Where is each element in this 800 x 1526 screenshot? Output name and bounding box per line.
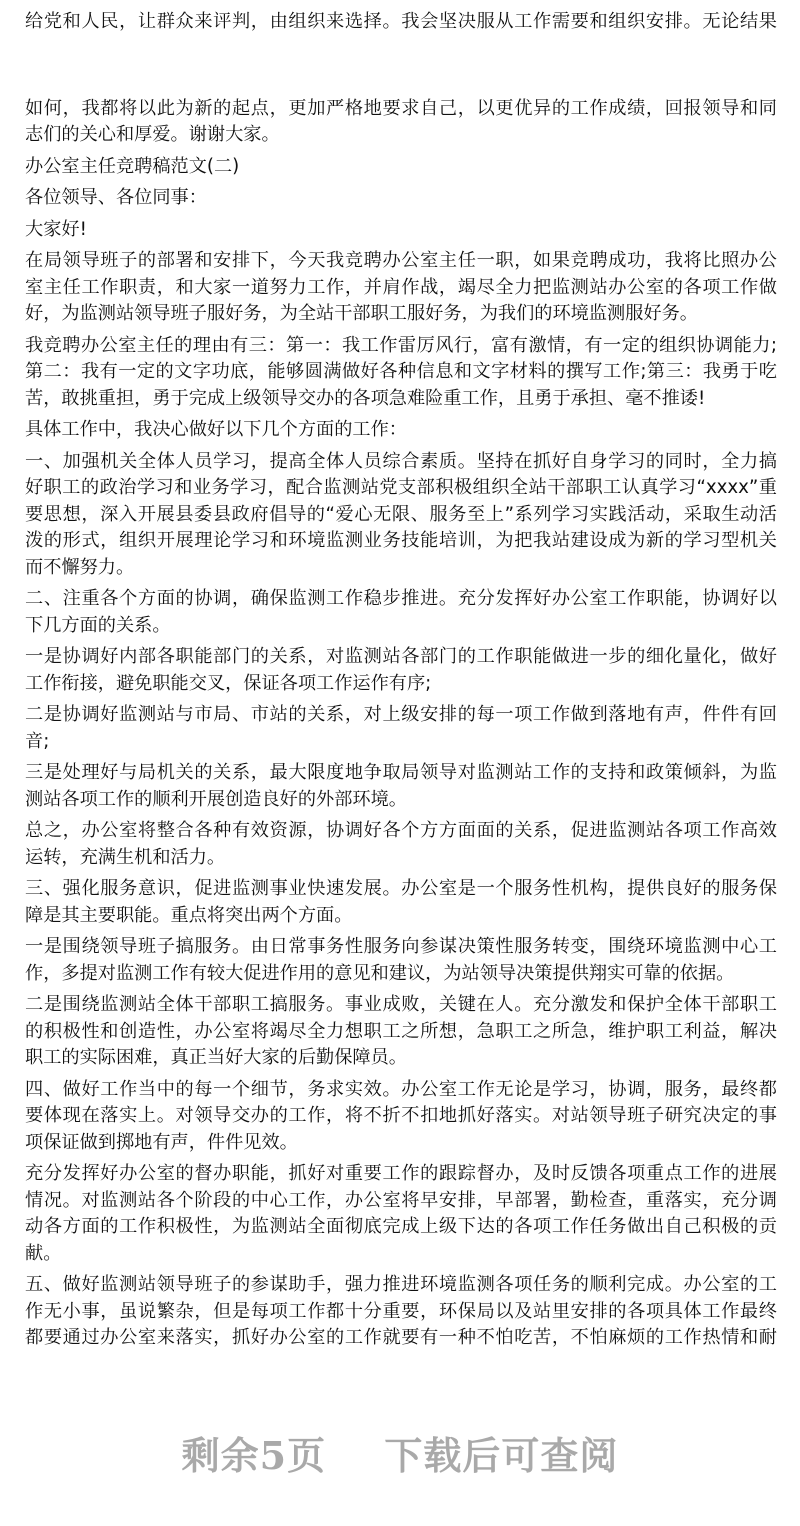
text-line: 而不懈努力。 — [25, 556, 135, 578]
paragraph — [25, 1161, 777, 1267]
text-line: 苦，敢挑重担，勇于完成上级领导交办的各项急难险重工作，且勇于承担、毫不推诿! — [25, 387, 706, 409]
text-line: 要思想，深入开展县委县政府倡导的“爱心无限、服务至上”系列学习实践活动，采取生动活 — [25, 503, 777, 525]
paragraph — [25, 818, 777, 871]
text-line: 一是协调好内部各职能部门的关系，对监测站各部门的工作职能做进一步的细化量化，做好 — [25, 646, 777, 667]
text-line: 工作衔接，避免职能交叉，保证各项工作运作有序; — [25, 672, 432, 694]
text-line: 一、加强机关全体人员学习，提高全体人员综合素质。坚持在抓好自身学习的同时，全力搞 — [25, 450, 777, 472]
text-line: 好，为监测站领导班子服好务，为全站干部职工服好务，为我们的环境监测服好务。 — [25, 303, 698, 324]
text-line: 动各方面的工作积极性，为监测站全面彻底完成上级下达的各项工作任务做出自己积极的贡 — [25, 1216, 777, 1237]
text-line: 总之，办公室将整合各种有效资源，协调好各个方方面面的关系，促进监测站各项工作高效 — [25, 820, 777, 841]
text-line: 室主任工作职责，和大家一道努力工作，并肩作战，竭尽全力把监测站办公室的各项工作做 — [25, 276, 777, 298]
paragraph — [25, 333, 777, 413]
text-line: 二、注重各个方面的协调，确保监测工作稳步推进。充分发挥好办公室工作职能，协调好以 — [25, 588, 777, 609]
text-line: 三、强化服务意识，促进监测事业快速发展。办公室是一个服务性机构，提供良好的服务保 — [25, 878, 777, 899]
text-line: 各位领导、各位同事： — [25, 187, 207, 208]
text-line: 具体工作中，我决心做好以下几个方面的工作： — [25, 419, 407, 440]
text-line: 如何，我都将以此为新的起点，更加严格地要求自己，以更优异的工作成绩，回报领导和同 — [25, 97, 777, 119]
remaining-pages-label: 剩余5页 — [181, 1433, 327, 1478]
download-to-view-label[interactable]: 下载后可查阅 — [384, 1433, 619, 1478]
paragraph — [25, 417, 777, 444]
paragraph — [25, 586, 777, 639]
paragraph — [25, 96, 777, 149]
paragraph — [25, 644, 777, 697]
text-line: 障是其主要职能。重点将突出两个方面。 — [25, 904, 353, 926]
text-line: 运转，充满生机和活力。 — [25, 846, 226, 868]
text-line: 作无小事，虽说繁杂，但是每项工作都十分重要，环保局以及站里安排的各项具体工作最终 — [25, 1300, 777, 1322]
page-gap — [25, 41, 777, 96]
paragraph — [25, 217, 777, 244]
paragraph — [25, 1272, 777, 1352]
text-line: 一是围绕领导班子搞服务。由日常事务性服务向参谋决策性服务转变，围绕环境监测中心工 — [25, 936, 777, 957]
text-line: 作，多提对监测工作有较大促进作用的意见和建议，为站领导决策提供翔实可靠的依据。 — [25, 962, 735, 984]
text-line: 要体现在落实上。对领导交办的工作，将不折不扣地抓好落实。对站领导班子研究决定的事 — [25, 1105, 777, 1126]
text-line: 二是围绕监测站全体干部职工搞服务。事业成败，关键在人。充分激发和保护全体干部职工 — [25, 994, 777, 1015]
paragraph — [25, 934, 777, 987]
paragraph — [25, 876, 777, 929]
text-line: 项保证做到掷地有声，件件见效。 — [25, 1131, 298, 1153]
text-line: 第二：我有一定的文字功底，能够圆满做好各种信息和文字材料的撰写工作;第三：我勇于吃 — [25, 361, 777, 382]
paragraph — [25, 992, 777, 1072]
text-line: 都要通过办公室来落实，抓好办公室的工作就要有一种不怕吃苦，不怕麻烦的工作热情和耐 — [25, 1327, 777, 1348]
text-line: 下几方面的关系。 — [25, 614, 171, 636]
text-line: 音; — [25, 730, 50, 752]
text-line: 情况。对监测站各个阶段的中心工作，办公室将早安排，早部署，勤检查，重落实，充分调 — [25, 1189, 777, 1211]
text-line: 四、做好工作当中的每一个细节，务求实效。办公室工作无论是学习，协调，服务，最终都 — [25, 1078, 777, 1100]
paragraph — [25, 9, 777, 36]
paragraph — [25, 702, 777, 755]
text-line: 大家好! — [25, 218, 87, 240]
text-line: 好职工的政治学习和业务学习，配合监测站党支部积极组织全站干部职工认真学习“xxxx”重 — [25, 477, 777, 498]
text-line: 充分发挥好办公室的督办职能，抓好对重要工作的跟踪督办，及时反馈各项重点工作的进展 — [25, 1163, 777, 1184]
text-line: 职工的实际困难，真正当好大家的后勤保障员。 — [25, 1047, 407, 1068]
text-line: 我竞聘办公室主任的理由有三：第一：我工作雷厉风行，富有激情，有一定的组织协调能力; — [25, 334, 777, 356]
paragraph — [25, 449, 777, 582]
text-line: 二是协调好监测站与市局、市站的关系，对上级安排的每一项工作做到落地有声，件件有回 — [25, 704, 777, 725]
text-line: 在局领导班子的部署和安排下，今天我竞聘办公室主任一职，如果竞聘成功，我将比照办公 — [25, 250, 777, 271]
text-line: 办公室主任竞聘稿范文(二) — [25, 155, 240, 177]
text-line: 志们的关心和厚爱。谢谢大家。 — [25, 124, 280, 145]
paragraph — [25, 154, 777, 181]
text-line: 给党和人民，让群众来评判，由组织来选择。我会坚决服从工作需要和组织安排。无论结果 — [25, 11, 777, 32]
download-banner[interactable] — [0, 1425, 800, 1480]
text-line: 五、做好监测站领导班子的参谋助手，强力推进环境监测各项任务的顺利完成。办公室的工 — [25, 1274, 777, 1295]
text-line: 泼的形式，组织开展理论学习和环境监测业务技能培训，为把我站建设成为新的学习型机关 — [25, 530, 777, 551]
text-line: 的积极性和创造性，办公室将竭尽全力想职工之所想，急职工之所急，维护职工利益，解决 — [25, 1020, 777, 1042]
text-line: 三是处理好与局机关的关系，最大限度地争取局领导对监测站工作的支持和政策倾斜，为监 — [25, 762, 777, 783]
text-line: 献。 — [25, 1242, 62, 1264]
paragraph — [25, 248, 777, 328]
paragraph — [25, 185, 777, 212]
document-body — [25, 9, 777, 1357]
text-line: 测站各项工作的顺利开展创造良好的外部环境。 — [25, 788, 407, 810]
paragraph — [25, 1077, 777, 1157]
paragraph — [25, 760, 777, 813]
